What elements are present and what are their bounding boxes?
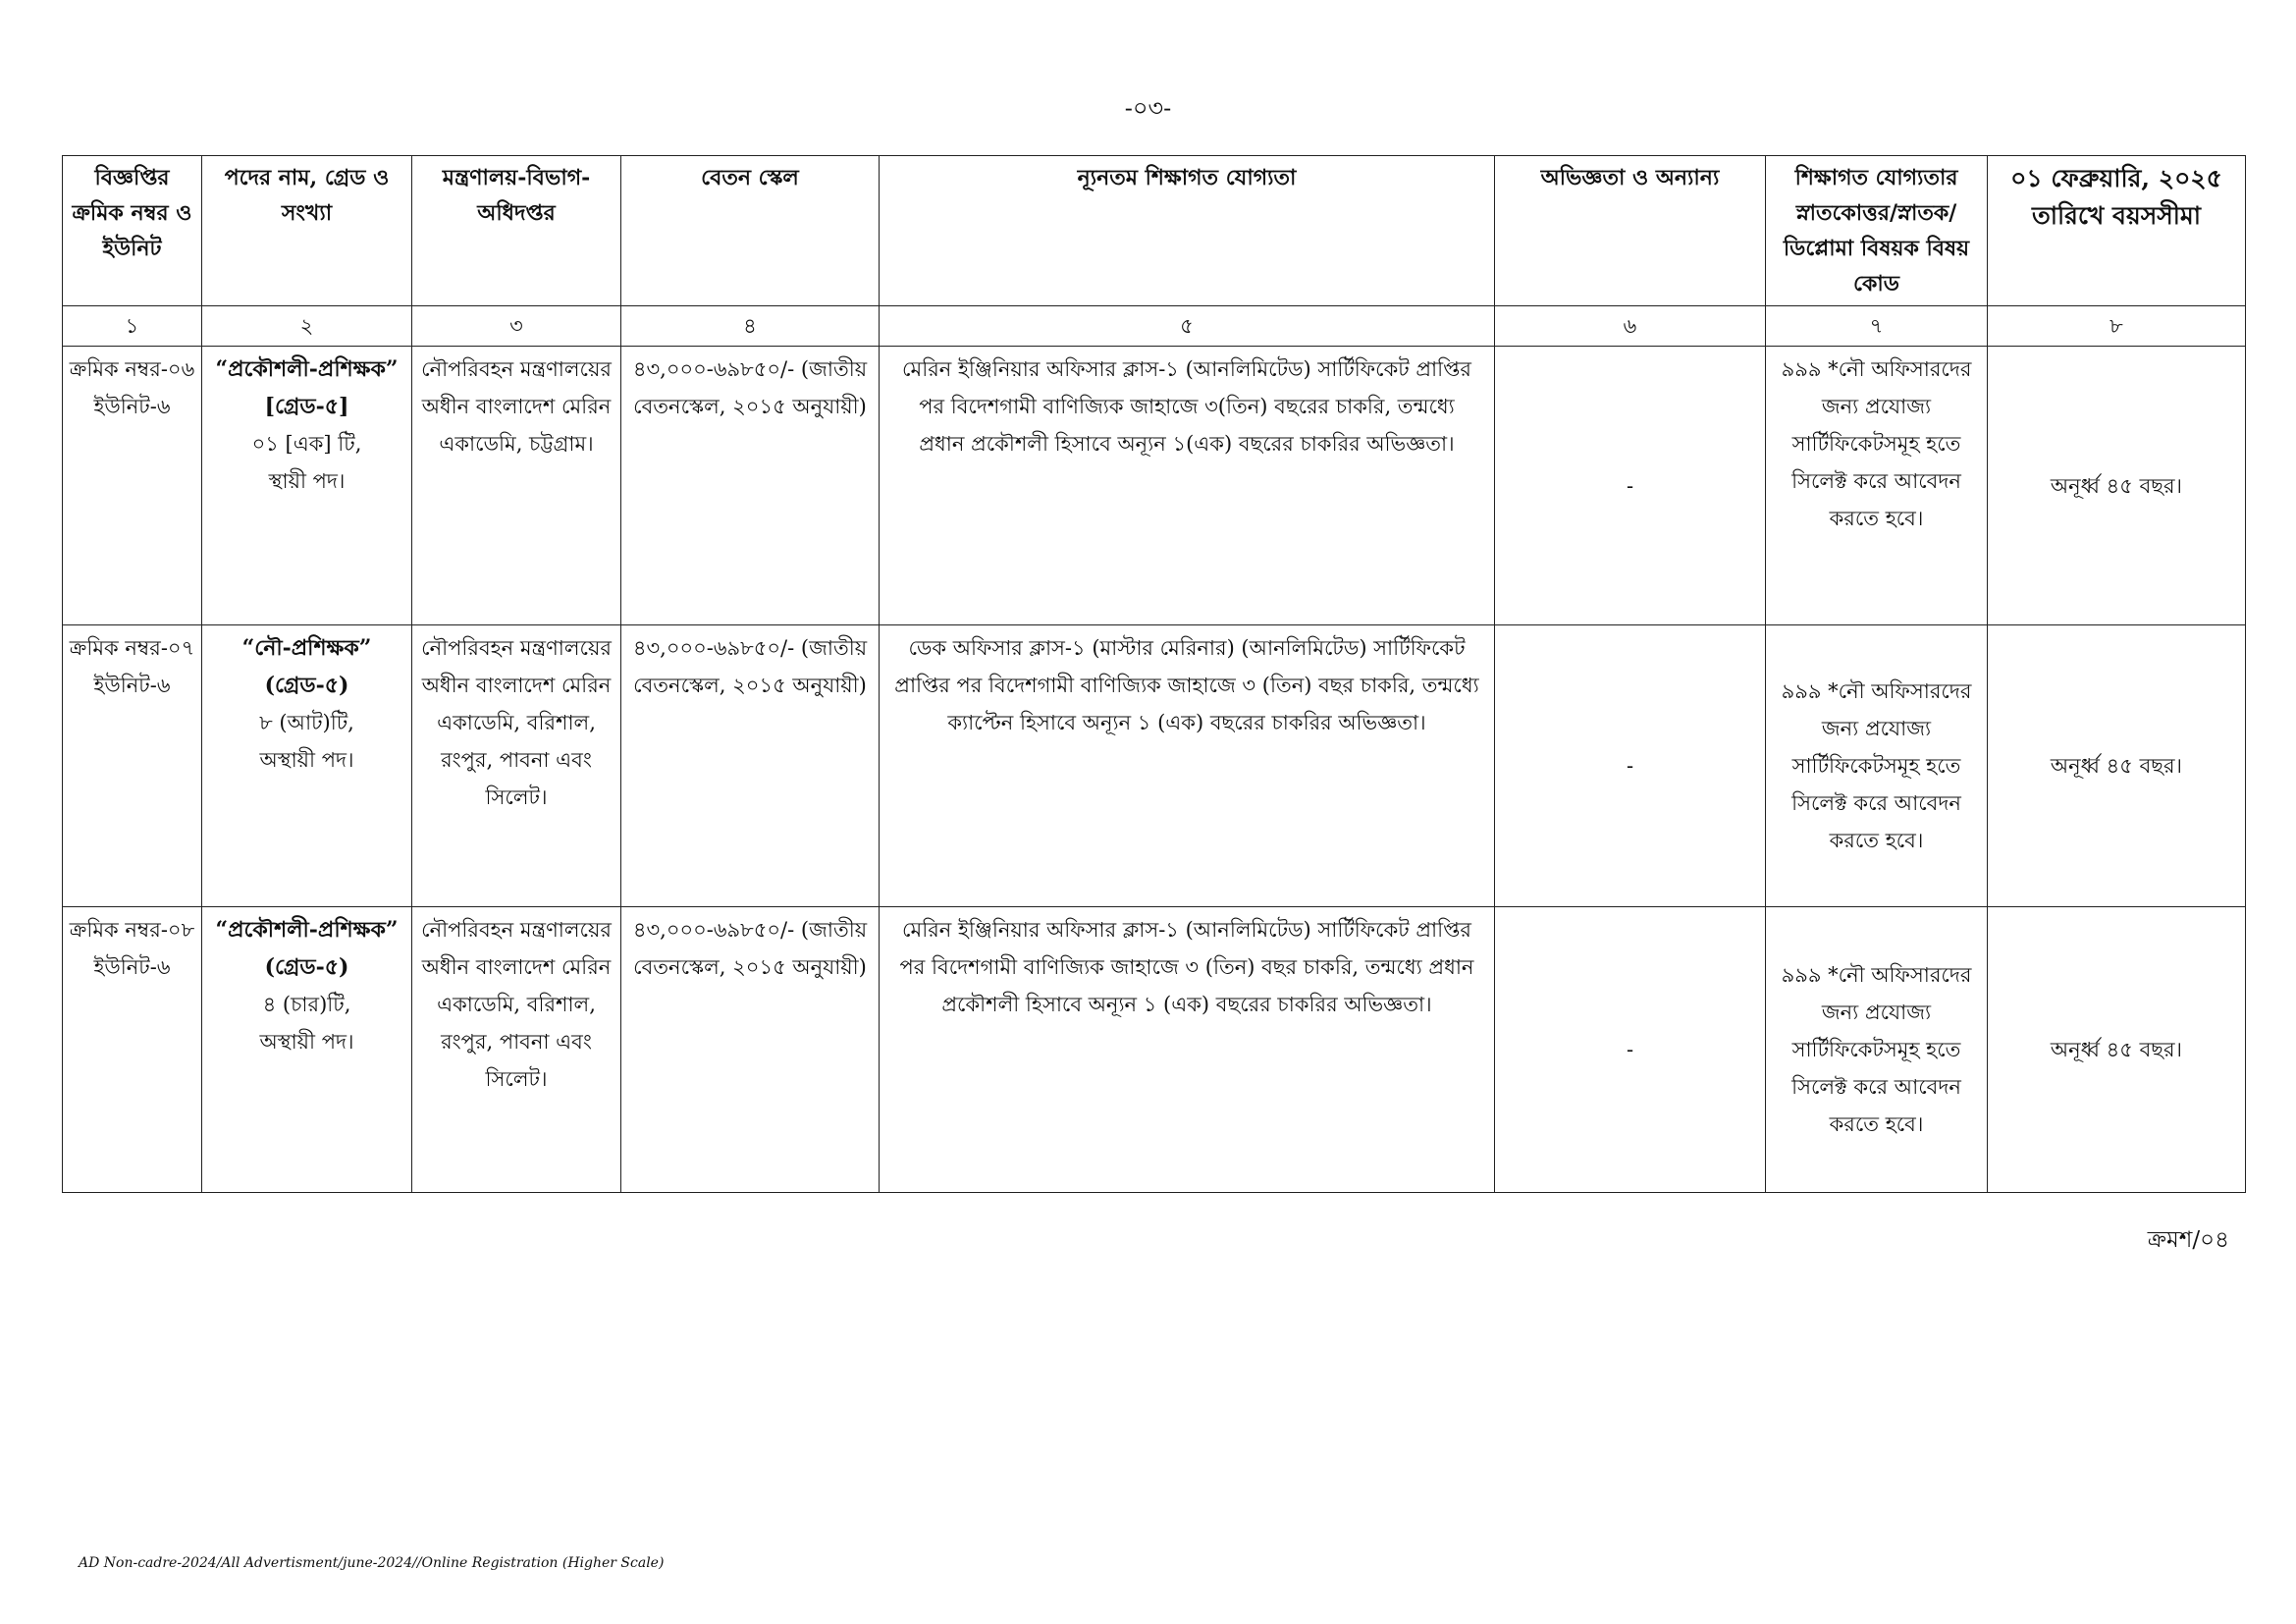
- header-age-limit: ০১ ফেব্রুয়ারি, ২০২৫ তারিখে বয়সসীমা: [1988, 156, 2246, 306]
- post-cell: [202, 625, 412, 907]
- continued-note: ক্রমশ/০৪: [2147, 1227, 2229, 1253]
- post-cell: [202, 347, 412, 625]
- column-number-row: [63, 306, 2246, 347]
- recruitment-table: [62, 155, 2246, 1193]
- qualification-cell: মেরিন ইঞ্জিনিয়ার অফিসার ক্লাস-১ (আনলিমিটেড) সার্টিফিকেট প্রাপ্তির পর বিদেশগামী বাণিজ্যিক জাহাজে ৩(তিন) বছরের চাকরি, তন্মধ্যে প্রধান প্রকৌশলী হিসাবে অন্যূন ১(এক) বছরের চাকরির অভিজ্ঞতা।: [880, 347, 1495, 625]
- post-title: “প্রকৌশলী-প্রশিক্ষক”: [215, 356, 399, 382]
- experience-cell: -: [1495, 907, 1766, 1193]
- pay-scale-cell: ৪৩,০০০-৬৯৮৫০/- (জাতীয় বেতনস্কেল, ২০১৫ অনুযায়ী): [621, 347, 880, 625]
- subject-code-cell: ৯৯৯ *নৌ অফিসারদের জন্য প্রযোজ্য সার্টিফিকেটসমূহ হতে সিলেক্ট করে আবেদন করতে হবে।: [1766, 347, 1988, 625]
- experience-cell: -: [1495, 625, 1766, 907]
- post-cell: [202, 907, 412, 1193]
- post-grade: (গ্রেড-৫): [264, 954, 349, 980]
- age-limit-cell: অনূর্ধ্ব ৪৫ বছর।: [1988, 907, 2246, 1193]
- header-row: [63, 156, 2246, 306]
- post-grade: (গ্রেড-৫): [264, 673, 349, 698]
- post-title: “প্রকৌশলী-প্রশিক্ষক”: [215, 917, 399, 943]
- header-serial: বিজ্ঞপ্তির ক্রমিক নম্বর ও ইউনিট: [63, 156, 202, 306]
- ministry-cell: নৌপরিবহন মন্ত্রণালয়ের অধীন বাংলাদেশ মেরিন একাডেমি, বরিশাল, রংপুর, পাবনা এবং সিলেট।: [412, 907, 621, 1193]
- table-row: [63, 347, 2246, 625]
- column-number: ৬: [1495, 306, 1766, 347]
- page-number: -০৩-: [1124, 94, 1172, 122]
- ministry-cell: নৌপরিবহন মন্ত্রণালয়ের অধীন বাংলাদেশ মেরিন একাডেমি, বরিশাল, রংপুর, পাবনা এবং সিলেট।: [412, 625, 621, 907]
- age-limit-cell: অনূর্ধ্ব ৪৫ বছর।: [1988, 625, 2246, 907]
- post-count: ০১ [এক] টি,: [251, 432, 362, 456]
- column-number: ৪: [621, 306, 880, 347]
- header-subject-code: শিক্ষাগত যোগ্যতার স্নাতকোত্তর/স্নাতক/ ডিপ্লোমা বিষয়ক বিষয় কোড: [1766, 156, 1988, 306]
- pay-scale-cell: ৪৩,০০০-৬৯৮৫০/- (জাতীয় বেতনস্কেল, ২০১৫ অনুযায়ী): [621, 907, 880, 1193]
- post-type: অস্থায়ী পদ।: [259, 1030, 354, 1054]
- age-limit-cell: অনূর্ধ্ব ৪৫ বছর।: [1988, 347, 2246, 625]
- column-number: ৩: [412, 306, 621, 347]
- post-grade: [গ্রেড-৫]: [264, 394, 349, 419]
- footer-reference: AD Non-cadre-2024/All Advertisment/june-2024//Online Registration (Higher Scale): [79, 1555, 665, 1571]
- ministry-cell: নৌপরিবহন মন্ত্রণালয়ের অধীন বাংলাদেশ মেরিন একাডেমি, চট্টগ্রাম।: [412, 347, 621, 625]
- header-qualification: ন্যূনতম শিক্ষাগত যোগ্যতা: [880, 156, 1495, 306]
- post-title: “নৌ-প্রশিক্ষক”: [241, 635, 372, 661]
- header-post: পদের নাম, গ্রেড ও সংখ্যা: [202, 156, 412, 306]
- qualification-cell: ডেক অফিসার ক্লাস-১ (মাস্টার মেরিনার) (আনলিমিটেড) সার্টিফিকেট প্রাপ্তির পর বিদেশগামী বাণিজ্যিক জাহাজে ৩ (তিন) বছর চাকরি, তন্মধ্যে ক্যাপ্টেন হিসাবে অন্যূন ১ (এক) বছরের চাকরির অভিজ্ঞতা।: [880, 625, 1495, 907]
- post-type: অস্থায়ী পদ।: [259, 748, 354, 772]
- table-row: [63, 907, 2246, 1193]
- header-ministry: মন্ত্রণালয়-বিভাগ-অধিদপ্তর: [412, 156, 621, 306]
- header-experience: অভিজ্ঞতা ও অন্যান্য: [1495, 156, 1766, 306]
- header-pay-scale: বেতন স্কেল: [621, 156, 880, 306]
- column-number: ২: [202, 306, 412, 347]
- table-row: [63, 625, 2246, 907]
- column-number: ৭: [1766, 306, 1988, 347]
- serial-unit-cell: ক্রমিক নম্বর-০৮ ইউনিট-৬: [63, 907, 202, 1193]
- qualification-cell: মেরিন ইঞ্জিনিয়ার অফিসার ক্লাস-১ (আনলিমিটেড) সার্টিফিকেট প্রাপ্তির পর বিদেশগামী বাণিজ্যিক জাহাজে ৩ (তিন) বছর চাকরি, তন্মধ্যে প্রধান প্রকৌশলী হিসাবে অন্যূন ১ (এক) বছরের চাকরির অভিজ্ঞতা।: [880, 907, 1495, 1193]
- post-count: ৪ (চার)টি,: [262, 993, 351, 1016]
- subject-code-cell: ৯৯৯ *নৌ অফিসারদের জন্য প্রযোজ্য সার্টিফিকেটসমূহ হতে সিলেক্ট করে আবেদন করতে হবে।: [1766, 907, 1988, 1193]
- column-number: ১: [63, 306, 202, 347]
- column-number: ৫: [880, 306, 1495, 347]
- subject-code-cell: ৯৯৯ *নৌ অফিসারদের জন্য প্রযোজ্য সার্টিফিকেটসমূহ হতে সিলেক্ট করে আবেদন করতে হবে।: [1766, 625, 1988, 907]
- post-count: ৮ (আট)টি,: [259, 711, 354, 734]
- serial-unit-cell: ক্রমিক নম্বর-০৭ ইউনিট-৬: [63, 625, 202, 907]
- serial-unit-cell: ক্রমিক নম্বর-০৬ ইউনিট-৬: [63, 347, 202, 625]
- pay-scale-cell: ৪৩,০০০-৬৯৮৫০/- (জাতীয় বেতনস্কেল, ২০১৫ অনুযায়ী): [621, 625, 880, 907]
- column-number: ৮: [1988, 306, 2246, 347]
- post-type: স্থায়ী পদ।: [268, 469, 346, 493]
- experience-cell: -: [1495, 347, 1766, 625]
